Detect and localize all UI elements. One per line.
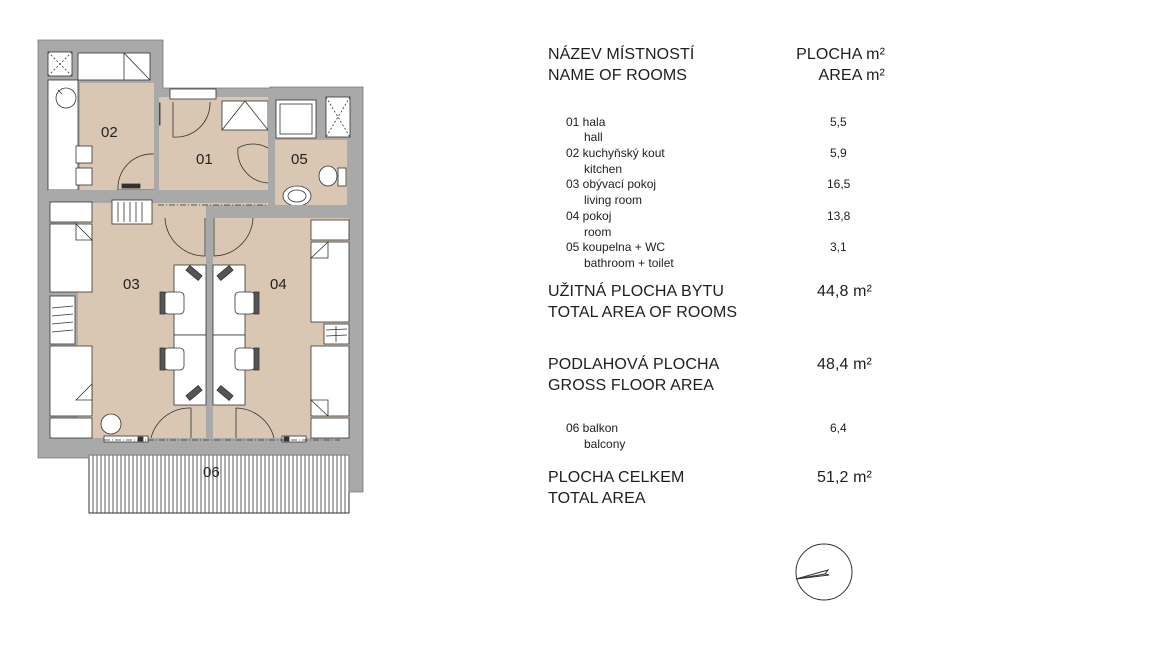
total-area-value: 51,2 m² xyxy=(817,469,872,486)
room-label-05: 05 xyxy=(291,151,308,168)
gross-area-value: 48,4 m² xyxy=(817,356,872,373)
room-row-05-area: 3,1 xyxy=(830,240,847,254)
room-row-05-en: bathroom + toilet xyxy=(584,256,674,270)
room-row-01-en: hall xyxy=(584,130,603,144)
room-row-02-en: kitchen xyxy=(584,162,623,176)
room-row-02-cz: 02 kuchyňský kout xyxy=(566,146,665,160)
header-name-en: NAME OF ROOMS xyxy=(548,67,688,84)
room-row-03-en: living room xyxy=(584,193,643,207)
room-label-06: 06 xyxy=(203,464,220,481)
room-row-03-area: 16,5 xyxy=(827,177,851,191)
room-row-04-cz: 04 pokoj xyxy=(566,209,612,223)
total-area-label-cz: PLOCHA CELKEM xyxy=(548,469,685,486)
room-row-01-cz: 01 hala xyxy=(566,115,606,129)
gross-area-label-en: GROSS FLOOR AREA xyxy=(548,377,715,394)
header-area-cz: PLOCHA m² xyxy=(796,46,885,63)
total-area-label-en: TOTAL AREA xyxy=(548,490,646,507)
room-label-02: 02 xyxy=(101,124,118,141)
balcony-row-cz: 06 balkon xyxy=(566,421,619,435)
floor-plan xyxy=(0,0,400,560)
usable-area-label-en: TOTAL AREA OF ROOMS xyxy=(548,304,738,321)
room-label-01: 01 xyxy=(196,151,213,168)
usable-area-label-cz: UŽITNÁ PLOCHA BYTU xyxy=(548,283,725,300)
usable-area-value: 44,8 m² xyxy=(817,283,872,300)
balcony-row-en: balcony xyxy=(584,437,626,451)
room-row-03-cz: 03 obývací pokoj xyxy=(566,177,657,191)
gross-area-label-cz: PODLAHOVÁ PLOCHA xyxy=(548,356,720,373)
header-name-cz: NÁZEV MÍSTNOSTÍ xyxy=(548,46,695,63)
room-row-02-area: 5,9 xyxy=(830,146,847,160)
balcony-row-area: 6,4 xyxy=(830,421,847,435)
room-label-03: 03 xyxy=(123,276,140,293)
room-label-04: 04 xyxy=(270,276,287,293)
room-row-04-en: room xyxy=(584,225,612,239)
room-row-04-area: 13,8 xyxy=(827,209,851,223)
room-row-05-cz: 05 koupelna + WC xyxy=(566,240,666,254)
header-area-en: AREA m² xyxy=(818,67,885,84)
balcony-06 xyxy=(89,449,349,513)
north-arrow-icon xyxy=(794,542,854,602)
room-row-01-area: 5,5 xyxy=(830,115,847,129)
